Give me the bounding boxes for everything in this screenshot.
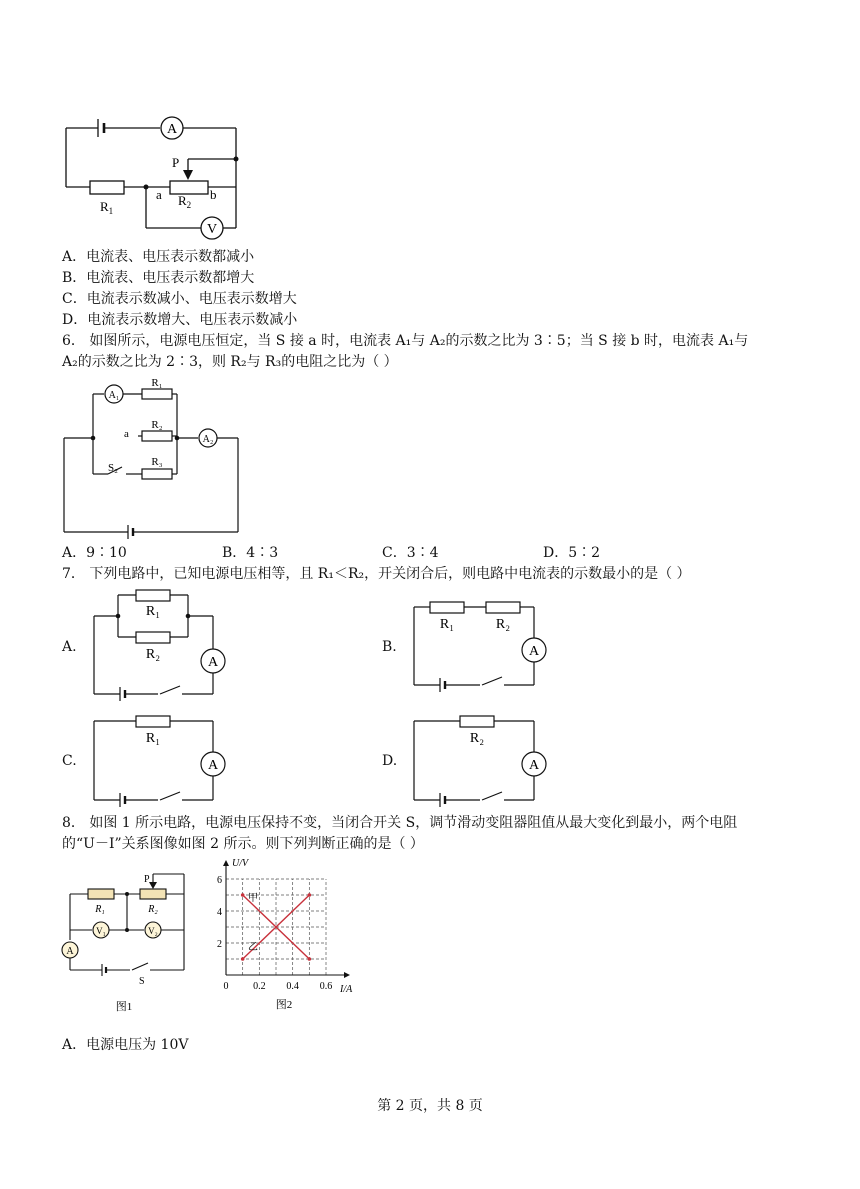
y-tick-label: 6 bbox=[217, 875, 222, 886]
ammeter-label: A bbox=[166, 122, 178, 137]
q7-label-d: D. bbox=[382, 753, 398, 769]
slider-p-label: P bbox=[172, 155, 180, 170]
q7-label-b: B. bbox=[382, 639, 397, 655]
q6-option-c: C．3∶4 bbox=[382, 545, 439, 561]
r1-label: R₁ bbox=[145, 604, 161, 619]
u-i-chart bbox=[212, 858, 362, 1018]
q7-label-a: A. bbox=[62, 639, 77, 655]
q6-question-line2: A₂的示数之比为 2∶3，则 R₂与 R₃的电阻之比为（ ） bbox=[62, 354, 398, 370]
figure-1-caption: 图1 bbox=[115, 1001, 133, 1013]
ammeter-label: A bbox=[528, 644, 540, 659]
contact-a-label: a bbox=[124, 428, 129, 440]
series-jia-label: 甲 bbox=[248, 893, 258, 904]
slider-p-label: P bbox=[144, 874, 150, 885]
r1-label: R₁ bbox=[439, 617, 455, 632]
y-tick-label: 2 bbox=[217, 939, 222, 950]
q5-option-c: C．电流表示数减小、电压表示数增大 bbox=[62, 291, 297, 307]
q5-option-d: D．电流表示数增大、电压表示数减小 bbox=[62, 312, 298, 328]
r1-label: R₁ bbox=[151, 377, 163, 389]
r2-label: R₂ bbox=[145, 647, 161, 662]
q5-option-a: A．电流表、电压表示数都减小 bbox=[62, 249, 255, 265]
page-footer: 第 2 页，共 8 页 bbox=[377, 1098, 483, 1114]
point-a-label: a bbox=[156, 187, 162, 202]
r2-label: R₂ bbox=[148, 904, 158, 915]
voltmeter-label: V bbox=[206, 222, 218, 237]
x-tick-label: 0.4 bbox=[286, 981, 299, 992]
q8-option-a: A．电源电压为 10V bbox=[62, 1037, 189, 1053]
data-point bbox=[308, 957, 312, 961]
data-point bbox=[241, 893, 245, 897]
ammeter-label: A bbox=[207, 655, 219, 670]
v2-label: V₂ bbox=[148, 926, 158, 936]
point-b-label: b bbox=[210, 187, 217, 202]
q7-label-c: C. bbox=[62, 753, 77, 769]
q8-question-line1: 8． 如图 1 所示电路，电源电压保持不变，当闭合开关 S，调节滑动变阻器阻值从最大变化到最小，两个电阻 bbox=[62, 815, 738, 831]
ammeter-label: A bbox=[66, 946, 74, 957]
q6-option-d: D．5∶2 bbox=[543, 545, 601, 561]
q6-circuit-figure bbox=[60, 374, 245, 540]
ammeter-label: A bbox=[528, 758, 540, 773]
q7-circuit-a bbox=[88, 586, 238, 704]
q6-option-b: B．4∶3 bbox=[222, 545, 279, 561]
r3-label: R₃ bbox=[151, 456, 163, 468]
q7-circuit-b bbox=[408, 594, 558, 692]
q8-figure-2 bbox=[212, 858, 362, 1018]
x-tick-label: 0.6 bbox=[319, 981, 333, 992]
q6-question-line1: 6． 如图所示，电源电压恒定，当 S 接 a 时，电流表 A₁与 A₂的示数之比为 3∶5；当 S 接 b 时，电流表 A₁与 bbox=[62, 333, 749, 349]
q7-question-line1: 7． 下列电路中，已知电源电压相等，且 R₁＜R₂，开关闭合后，则电路中电流表的示数最小的是（ ） bbox=[62, 566, 691, 582]
figure-2-caption: 图2 bbox=[275, 999, 293, 1011]
series-yi-label: 乙 bbox=[248, 942, 258, 953]
q8-question-line2: 的“U－I”关系图像如图 2 所示。则下列判断正确的是（ ） bbox=[62, 836, 424, 852]
r2-label: R₂ bbox=[469, 731, 485, 746]
q6-option-a: A．9∶10 bbox=[62, 545, 127, 561]
q8-figure-1 bbox=[60, 860, 190, 1015]
x-tick-label: 0.2 bbox=[253, 981, 266, 992]
x-axis-label: I/A bbox=[340, 984, 353, 995]
r1-label: R₁ bbox=[95, 904, 105, 915]
switch-label: S bbox=[139, 976, 145, 987]
r1-label: $R_1$ bbox=[100, 199, 114, 216]
q5-option-b: B．电流表、电压表示数都增大 bbox=[62, 270, 255, 286]
r2-label: R₂ bbox=[151, 419, 163, 431]
y-tick-label: 4 bbox=[217, 907, 222, 918]
q7-circuit-d bbox=[408, 708, 558, 808]
switch-label: S₂ bbox=[108, 462, 118, 474]
a2-label: A₂ bbox=[202, 434, 214, 445]
v1-label: V₁ bbox=[96, 926, 106, 936]
data-point bbox=[241, 957, 245, 961]
q7-circuit-c bbox=[88, 708, 238, 808]
y-axis-label: U/V bbox=[232, 858, 249, 869]
data-point bbox=[308, 893, 312, 897]
q5-circuit-figure bbox=[60, 112, 250, 242]
a1-label: A₁ bbox=[108, 390, 120, 401]
r2-label: $R_2$ bbox=[178, 193, 192, 210]
x-tick-label: 0 bbox=[223, 981, 229, 992]
r1-label: R₁ bbox=[145, 731, 161, 746]
ammeter-label: A bbox=[207, 758, 219, 773]
r2-label: R₂ bbox=[495, 617, 511, 632]
